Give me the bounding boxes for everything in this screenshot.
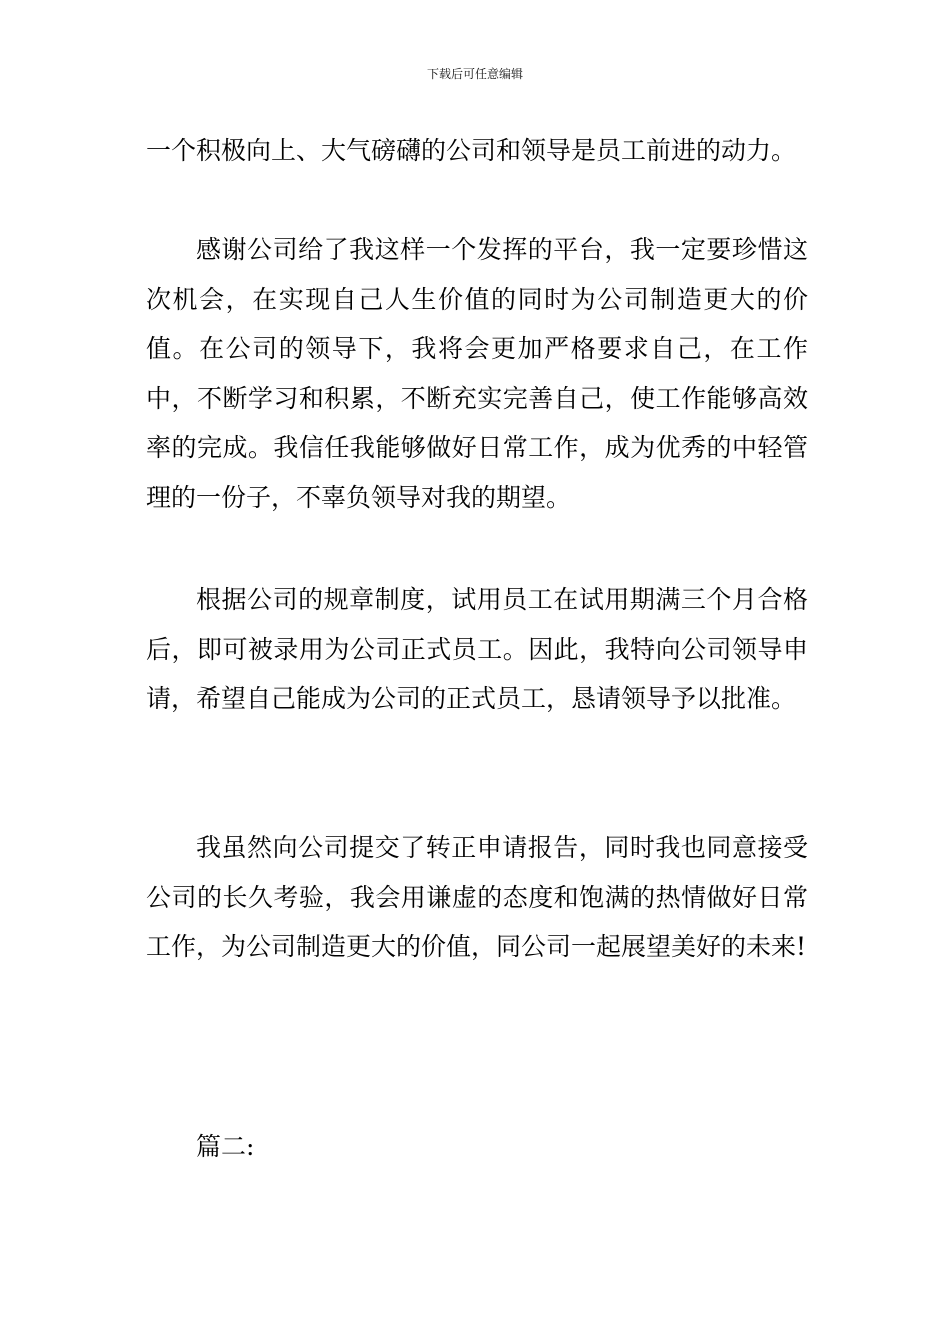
paragraph-4: 我虽然向公司提交了转正申请报告，同时我也同意接受公司的长久考验，我会用谦虚的态度和饱满的热情做好日常工作，为公司制造更大的价值，同公司一起展望美好的未来!	[146, 833, 808, 961]
header-note: 下载后可任意编辑	[426, 67, 523, 81]
paragraph-3: 根据公司的规章制度，试用员工在试用期满三个月合格后，即可被录用为公司正式员工。因此，我特向公司领导申请，希望自己能成为公司的正式员工，恳请领导予以批准。	[146, 585, 808, 713]
section-heading: 篇二:	[196, 1132, 255, 1161]
paragraph-1: 一个积极向上、大气磅礴的公司和领导是员工前进的动力。	[146, 136, 797, 165]
paragraph-2: 感谢公司给了我这样一个发挥的平台，我一定要珍惜这次机会，在实现自己人生价值的同时为公司制造更大的价值。在公司的领导下，我将会更加严格要求自己，在工作中，不断学习和积累，不断充实完善自己，使工作能够高效率的完成。我信任我能够做好日常工作，成为优秀的中轻管理的一份子，不辜负领导对我的期望。	[146, 235, 808, 512]
